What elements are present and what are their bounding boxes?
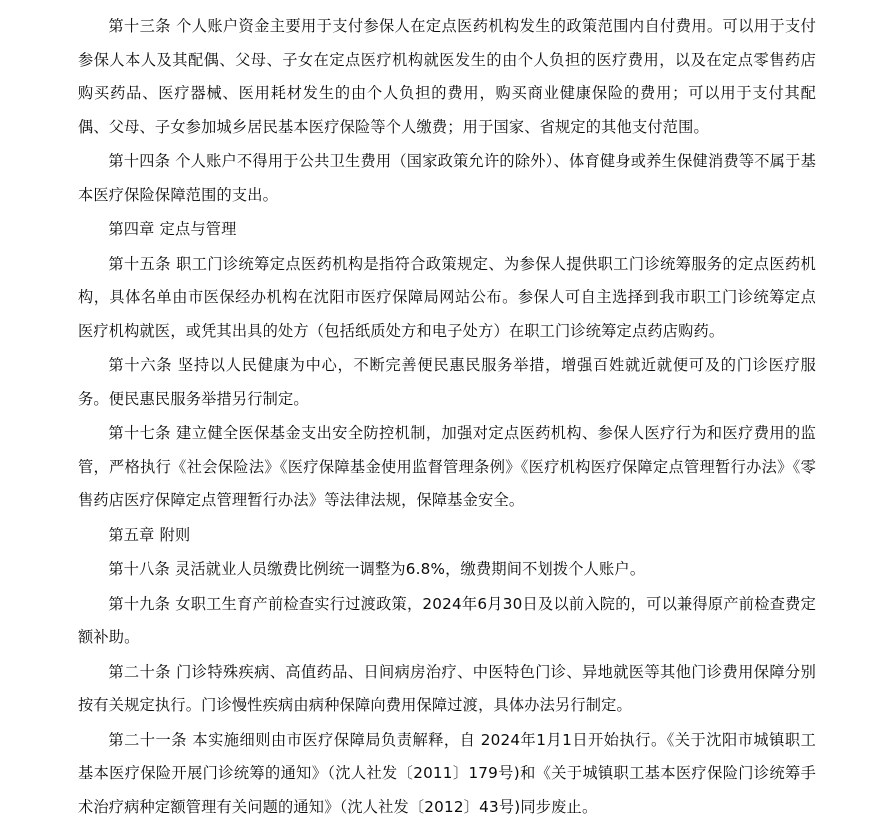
article-18: 第十八条 灵活就业人员缴费比例统一调整为6.8%，缴费期间不划拨个人账户。 [78, 553, 816, 587]
article-15: 第十五条 职工门诊统筹定点医药机构是指符合政策规定、为参保人提供职工门诊统筹服务的定点医药机构，具体名单由市医保经办机构在沈阳市医疗保障局网站公布。参保人可自主选择到我市职工门诊统筹定点医疗机构就医，或凭其出具的处方（包括纸质处方和电子处方）在职工门诊统筹定点药店购药。 [78, 248, 816, 349]
article-16: 第十六条 坚持以人民健康为中心，不断完善便民惠民服务举措，增强百姓就近就便可及的门诊医疗服务。便民惠民服务举措另行制定。 [78, 349, 816, 416]
chapter-5-heading: 第五章 附则 [78, 519, 816, 553]
article-20: 第二十条 门诊特殊疾病、高值药品、日间病房治疗、中医特色门诊、异地就医等其他门诊费用保障分别按有关规定执行。门诊慢性疾病由病种保障向费用保障过渡，具体办法另行制定。 [78, 656, 816, 723]
article-21: 第二十一条 本实施细则由市医疗保障局负责解释，自 2024年1月1日开始执行。《关于沈阳市城镇职工基本医疗保险开展门诊统筹的通知》（沈人社发〔2011〕179号)和《关于城镇职工基本医疗保险门诊统筹手术治疗病种定额管理有关问题的通知》（沈人社发〔2012〕43号)同步废止。 [78, 724, 816, 824]
article-17: 第十七条 建立健全医保基金支出安全防控机制，加强对定点医药机构、参保人医疗行为和医疗费用的监管，严格执行《社会保险法》《医疗保障基金使用监督管理条例》《医疗机构医疗保障定点管理暂行办法》《零售药店医疗保障定点管理暂行办法》等法律法规，保障基金安全。 [78, 417, 816, 518]
article-14: 第十四条 个人账户不得用于公共卫生费用（国家政策允许的除外）、体育健身或养生保健消费等不属于基本医疗保险保障范围的支出。 [78, 145, 816, 212]
chapter-4-heading: 第四章 定点与管理 [78, 213, 816, 247]
article-13: 第十三条 个人账户资金主要用于支付参保人在定点医药机构发生的政策范围内自付费用。可以用于支付参保人本人及其配偶、父母、子女在定点医疗机构就医发生的由个人负担的医疗费用，以及在定点零售药店购买药品、医疗器械、医用耗材发生的由个人负担的费用，购买商业健康保险的费用；可以用于支付其配偶、父母、子女参加城乡居民基本医疗保险等个人缴费；用于国家、省规定的其他支付范围。 [78, 10, 816, 144]
article-19: 第十九条 女职工生育产前检查实行过渡政策，2024年6月30日及以前入院的，可以兼得原产前检查费定额补助。 [78, 588, 816, 655]
